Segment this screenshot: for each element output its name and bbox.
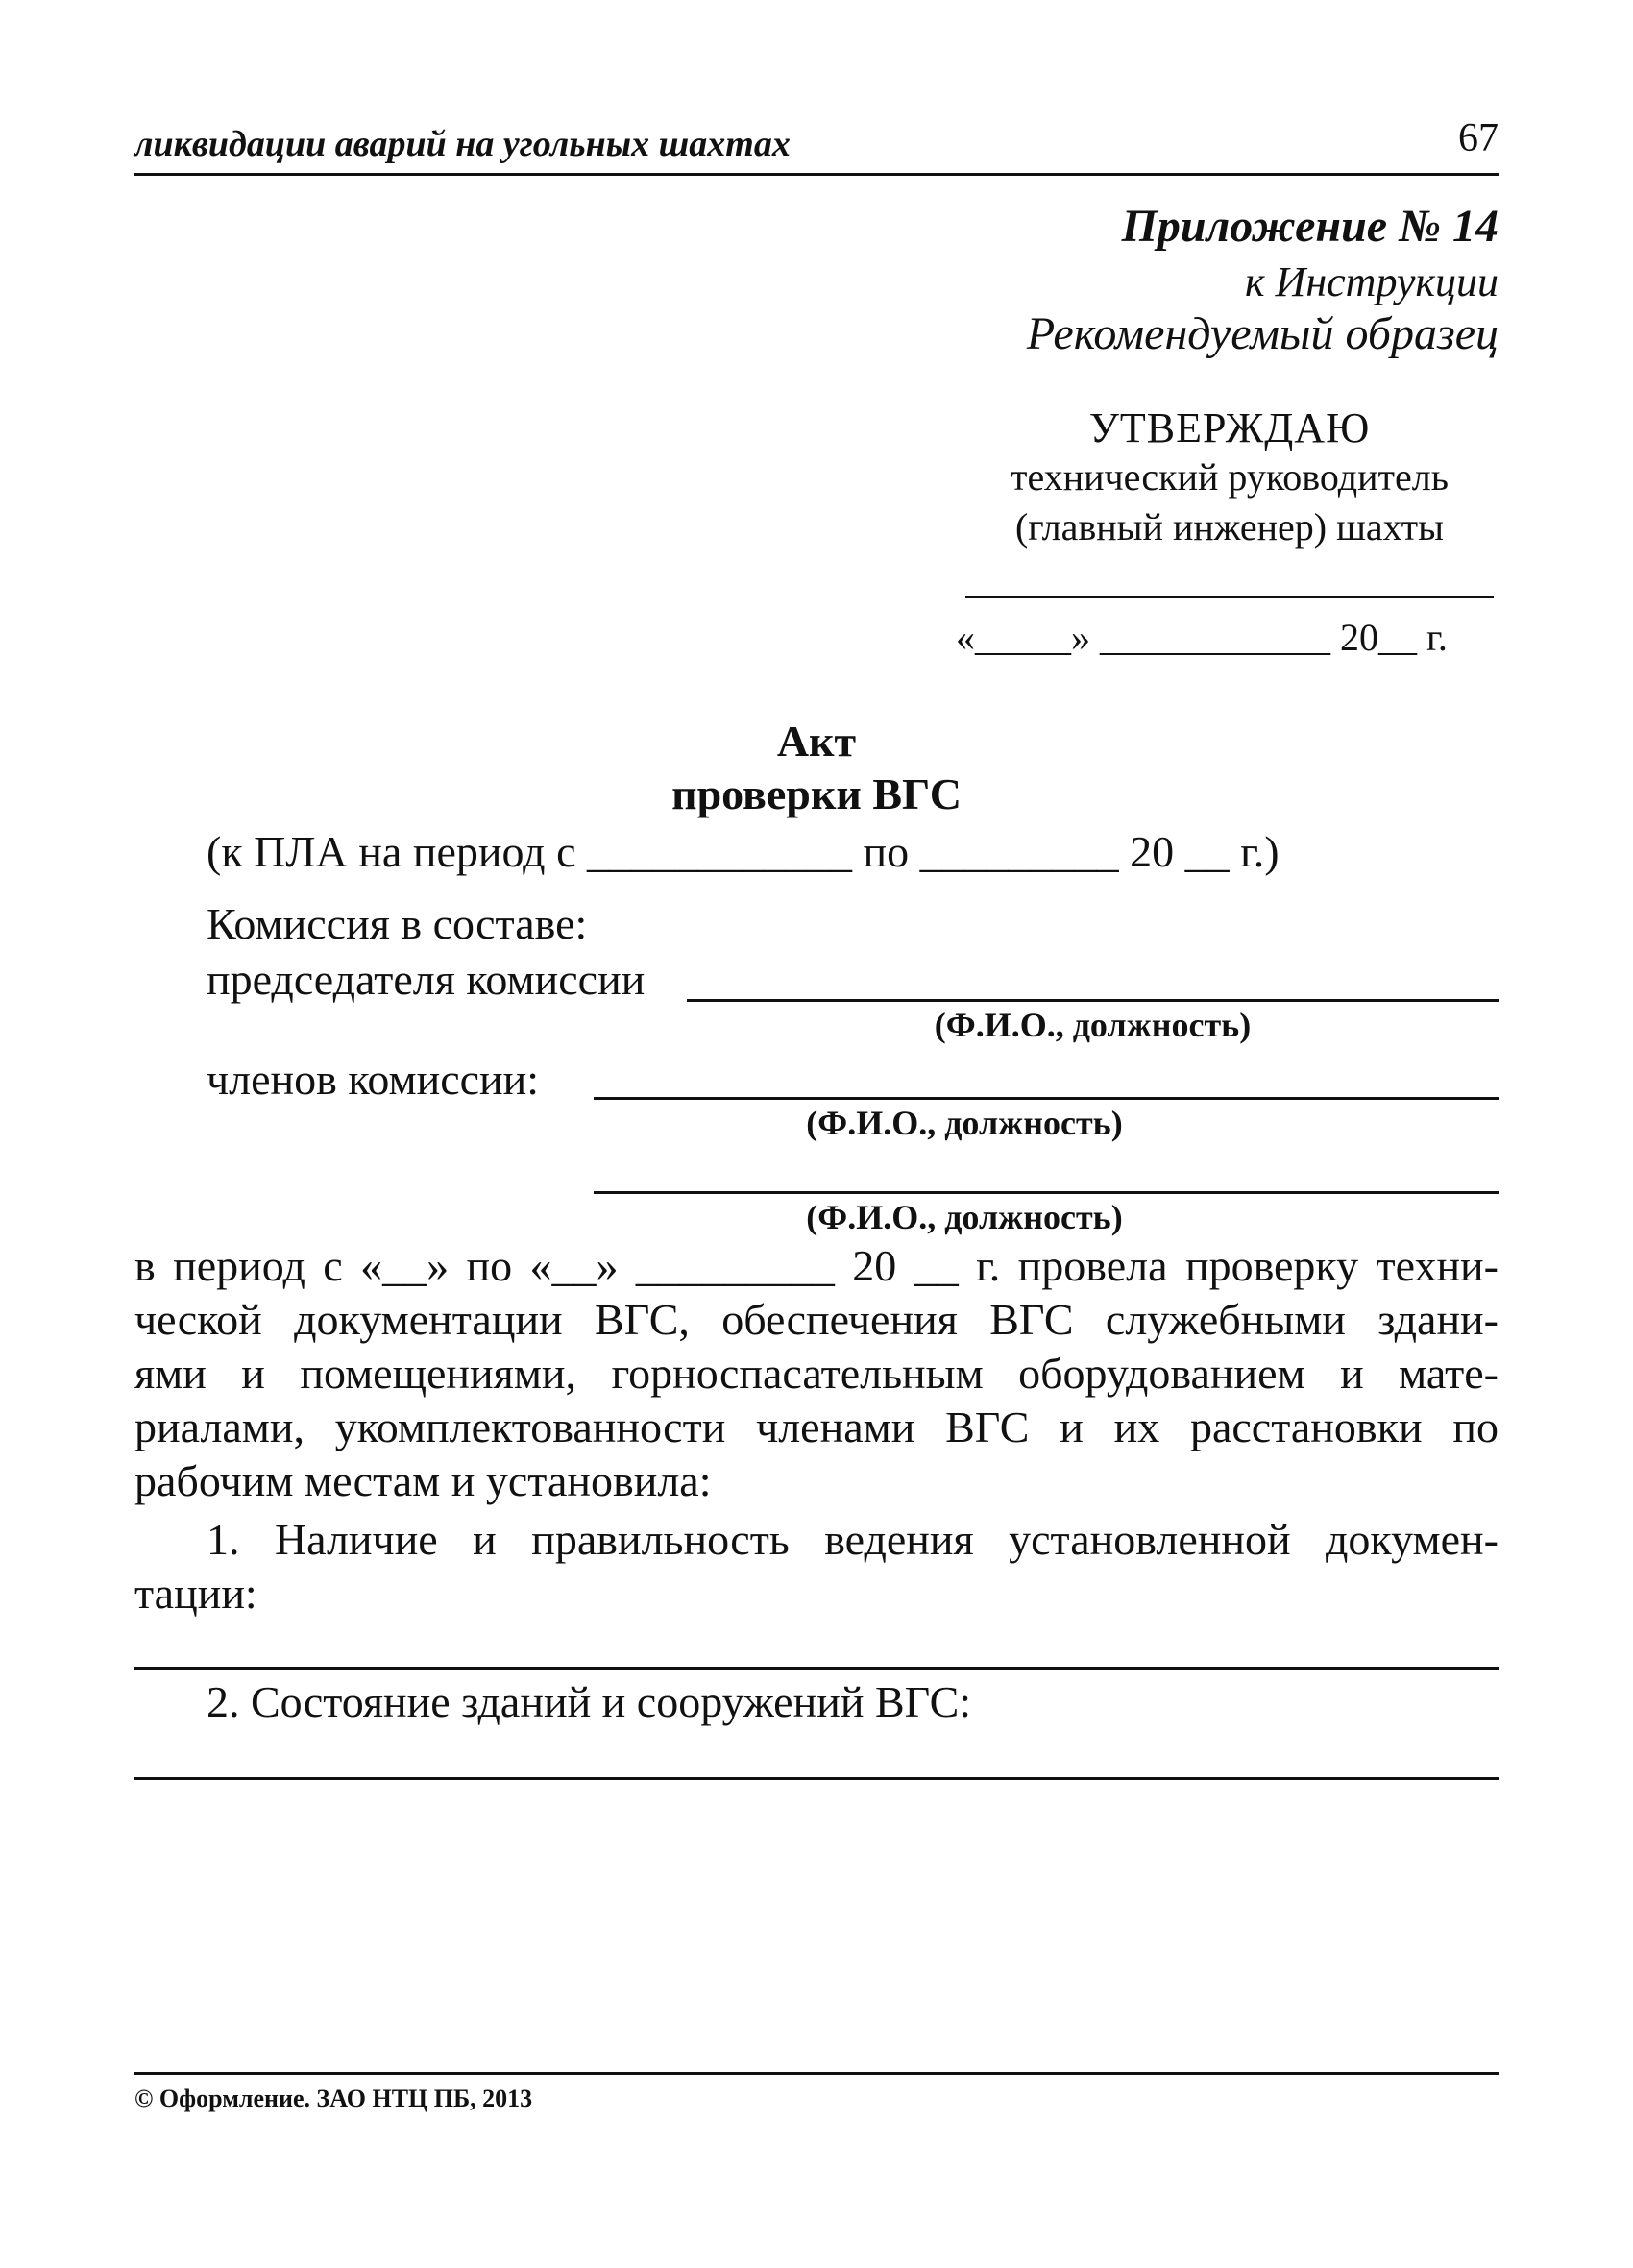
header-rule — [134, 173, 1499, 176]
appendix-title: Приложение № 14 — [1121, 201, 1499, 252]
item-1-line: 1. Наличие и правильность ведения установленной докумен- — [207, 1515, 1499, 1564]
member-fill-line-2 — [594, 1191, 1499, 1194]
footer-copyright: © Оформление. ЗАО НТЦ ПБ, 2013 — [134, 2085, 533, 2112]
body-line: риалами, укомплектованности членами ВГС и их расстановки по — [134, 1402, 1499, 1451]
item-2-label: 2. Состояние зданий и сооружений ВГС: — [207, 1677, 972, 1726]
item-1-fill-line — [134, 1667, 1499, 1670]
approval-position: технический руководитель — [1011, 455, 1449, 499]
member-caption-2: (Ф.И.О., должность) — [806, 1198, 1123, 1236]
member-fill-line-1 — [594, 1097, 1499, 1100]
chair-label: председателя комиссии — [207, 955, 646, 1004]
commission-intro: Комиссия в составе: — [207, 899, 588, 948]
body-line: ческой документации ВГС, обеспечения ВГС служебными здани- — [134, 1295, 1499, 1344]
chair-fill-line — [687, 999, 1499, 1002]
chair-caption: (Ф.И.О., должность) — [934, 1006, 1252, 1044]
sample-note: Рекомендуемый образец — [1026, 308, 1499, 359]
member-caption-1: (Ф.И.О., должность) — [806, 1104, 1123, 1142]
page-number: 67 — [1458, 116, 1499, 160]
act-subtitle: проверки ВГС — [671, 769, 962, 818]
body-line: в период с «__» по «__» _________ 20 __ г. провела проверку техни- — [134, 1241, 1499, 1290]
approval-block — [961, 403, 1499, 552]
members-label: членов комиссии: — [207, 1055, 540, 1104]
body-line: рабочим местам и установила: — [134, 1456, 712, 1505]
appendix-subtitle: к Инструкции — [1244, 258, 1499, 305]
item-1 — [134, 1513, 1499, 1621]
item-1-line: тации: — [134, 1569, 257, 1618]
running-title: ликвидации аварий на угольных шахтах — [134, 124, 791, 164]
footer-rule — [134, 2072, 1499, 2075]
body-paragraph — [134, 1239, 1499, 1508]
approval-title: УТВЕРЖДАЮ — [1088, 404, 1371, 451]
signature-line — [965, 596, 1494, 598]
act-title: Акт — [776, 717, 857, 766]
running-header — [134, 116, 1499, 165]
item-2-fill-line — [134, 1777, 1499, 1780]
act-period-line: (к ПЛА на период с ____________ по _________ 20 __ г.) — [207, 827, 1280, 876]
approval-date-line: «_____» ____________ 20__ г. — [956, 616, 1448, 659]
body-line: ями и помещениями, горноспасательным оборудованием и мате- — [134, 1349, 1499, 1398]
approval-position-detail: (главный инженер) шахты — [1014, 505, 1445, 549]
